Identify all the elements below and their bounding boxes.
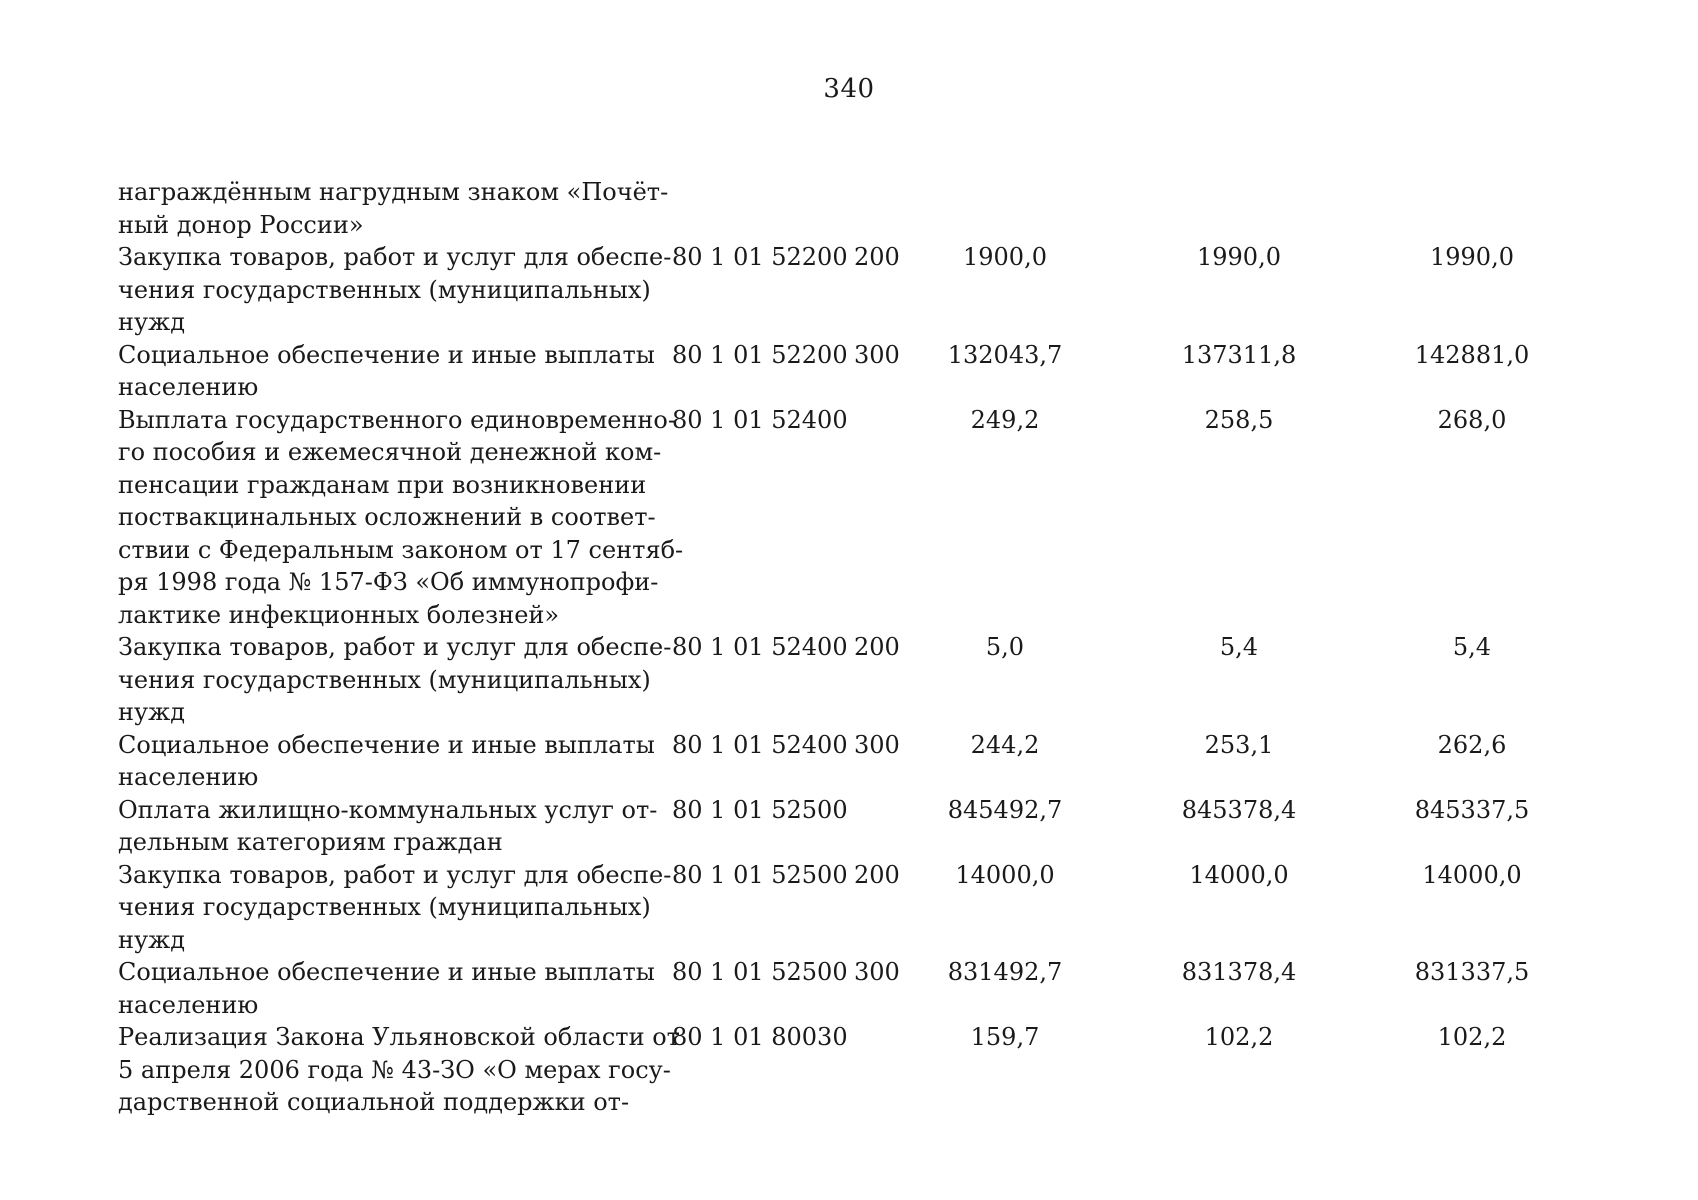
target-article-code: 80 1 01 52400 — [672, 730, 848, 759]
amount-year-1: 831492,7 — [947, 958, 1063, 986]
description-line: Оплата жилищно-коммунальных услуг от- — [118, 795, 658, 824]
description-line: Социальное обеспечение и иные выплаты — [118, 340, 655, 369]
expense-type-code: 300 — [854, 958, 900, 986]
description-line: дельным категориям граждан — [118, 828, 503, 856]
table-row — [118, 404, 1578, 632]
description-line: пенсации гражданам при возникновении — [118, 470, 647, 499]
description-line: населению — [118, 373, 259, 401]
target-article-code: 80 1 01 52400 — [672, 633, 848, 661]
description-line: ный донор России» — [118, 210, 364, 239]
row-description — [118, 339, 655, 404]
description-line: чения государственных (муниципальных) — [118, 893, 651, 921]
amount-year-1: 5,0 — [985, 633, 1025, 661]
table-row — [118, 1021, 1578, 1119]
amount-year-3: 845337,5 — [1414, 795, 1530, 824]
description-line: нужд — [118, 308, 185, 336]
description-line: нужд — [118, 925, 185, 954]
description-line: поствакцинальных осложнений в соответ- — [118, 503, 656, 531]
amount-year-3: 262,6 — [1437, 730, 1507, 759]
description-line: Закупка товаров, работ и услуг для обеспе- — [118, 860, 672, 889]
table-row — [118, 729, 1578, 794]
amount-year-1: 845492,7 — [947, 795, 1063, 824]
target-article-code: 80 1 01 52200 — [672, 340, 848, 369]
row-description — [118, 859, 672, 957]
amount-year-2: 14000,0 — [1189, 860, 1289, 889]
row-description — [118, 241, 672, 339]
amount-year-2: 102,2 — [1204, 1023, 1274, 1051]
target-article-code: 80 1 01 52400 — [672, 405, 848, 434]
description-line: Социальное обеспечение и иные выплаты — [118, 730, 655, 759]
description-line: чения государственных (муниципальных) — [118, 275, 651, 304]
amount-year-3: 831337,5 — [1414, 958, 1530, 986]
amount-year-1: 132043,7 — [947, 340, 1063, 369]
description-line: Закупка товаров, работ и услуг для обеспе- — [118, 633, 672, 661]
description-line: нужд — [118, 698, 185, 726]
amount-year-1: 14000,0 — [955, 860, 1055, 889]
row-description — [118, 631, 672, 729]
page-number: 340 — [823, 74, 875, 104]
table-row — [118, 241, 1578, 339]
description-line: Выплата государственного единовременно- — [118, 405, 676, 434]
amount-year-2: 831378,4 — [1181, 958, 1297, 986]
description-line: награждённым нагрудным знаком «Почёт- — [118, 178, 669, 206]
row-description — [118, 794, 658, 859]
table-row — [118, 176, 1578, 241]
description-line: ствии с Федеральным законом от 17 сентяб- — [118, 535, 684, 564]
amount-year-3: 5,4 — [1452, 633, 1492, 661]
target-article-code: 80 1 01 52200 — [672, 243, 848, 271]
description-line: ря 1998 года № 157-ФЗ «Об иммунопрофи- — [118, 568, 659, 596]
target-article-code: 80 1 01 52500 — [672, 795, 848, 824]
amount-year-2: 5,4 — [1219, 633, 1259, 661]
row-description — [118, 729, 655, 794]
budget-table — [118, 176, 1578, 1119]
amount-year-1: 1900,0 — [963, 243, 1047, 271]
amount-year-3: 142881,0 — [1414, 340, 1530, 369]
expense-type-code: 200 — [854, 243, 900, 271]
target-article-code: 80 1 01 80030 — [672, 1023, 848, 1051]
target-article-code: 80 1 01 52500 — [672, 958, 848, 986]
description-line: 5 апреля 2006 года № 43-ЗО «О мерах госу- — [118, 1055, 671, 1084]
description-line: населению — [118, 763, 259, 791]
amount-year-2: 253,1 — [1204, 730, 1274, 759]
description-line: лактике инфекционных болезней» — [118, 600, 560, 629]
table-row — [118, 956, 1578, 1021]
amount-year-3: 14000,0 — [1422, 860, 1522, 889]
amount-year-1: 249,2 — [970, 405, 1040, 434]
amount-year-2: 258,5 — [1204, 405, 1274, 434]
amount-year-3: 102,2 — [1437, 1023, 1507, 1051]
expense-type-code: 200 — [854, 633, 900, 661]
description-line: Социальное обеспечение и иные выплаты — [118, 958, 655, 986]
amount-year-2: 137311,8 — [1181, 340, 1297, 369]
amount-year-2: 1990,0 — [1197, 243, 1281, 271]
description-line: чения государственных (муниципальных) — [118, 665, 651, 694]
description-line: дарственной социальной поддержки от- — [118, 1088, 630, 1116]
amount-year-3: 1990,0 — [1430, 243, 1514, 271]
table-row — [118, 631, 1578, 729]
description-line: Реализация Закона Ульяновской области от — [118, 1023, 680, 1051]
description-line: го пособия и ежемесячной денежной ком- — [118, 438, 662, 466]
target-article-code: 80 1 01 52500 — [672, 860, 848, 889]
amount-year-1: 159,7 — [970, 1023, 1040, 1051]
expense-type-code: 300 — [854, 340, 900, 369]
table-row — [118, 794, 1578, 859]
table-row — [118, 859, 1578, 957]
amount-year-2: 845378,4 — [1181, 795, 1297, 824]
row-description — [118, 956, 655, 1021]
amount-year-1: 244,2 — [970, 730, 1040, 759]
expense-type-code: 200 — [854, 860, 900, 889]
expense-type-code: 300 — [854, 730, 900, 759]
description-line: населению — [118, 990, 259, 1019]
description-line: Закупка товаров, работ и услуг для обеспе- — [118, 243, 672, 271]
row-description — [118, 404, 684, 632]
row-description — [118, 1021, 680, 1119]
amount-year-3: 268,0 — [1437, 405, 1507, 434]
table-row — [118, 339, 1578, 404]
row-description — [118, 176, 669, 241]
